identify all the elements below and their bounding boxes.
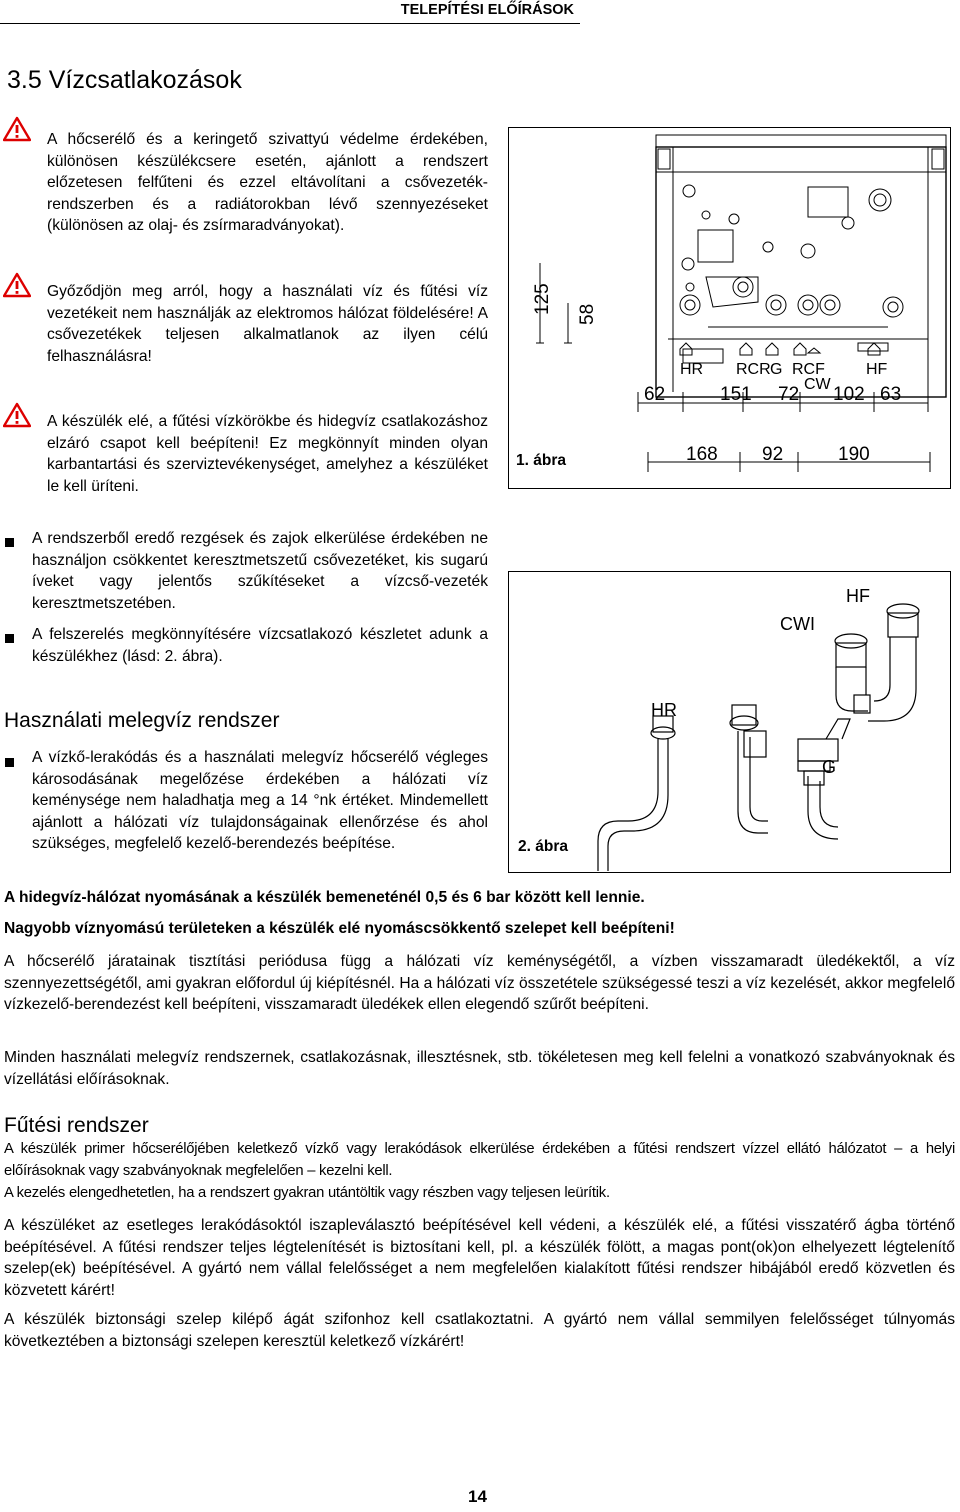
fig1-dim-63: 63 (880, 384, 902, 405)
warning-text-3: A készülék elé, a fűtési vízkörökbe és hidegvíz csatlakozáshoz elzáró csapot kell beépíteni! Ez megkönnyít minden olyan karbantartási és szerviztevékenységet, amelyhez a készüléket le kell üríteni. (47, 413, 488, 495)
fig1-label-rcf: RCF (792, 361, 825, 378)
bullet-marker (5, 634, 14, 643)
fig1-label-rcr: RCR (736, 361, 771, 378)
warning-text-1: A hőcserélő és a keringető szivattyú védelme érdekében, különösen készülékcsere esetén, ajánlott a rendszert előzetesen felfűteni és ezzel eltávolítani a csővezeték-rendszerben és a radiátorokban lévő szennyezéseket (különösen az olaj- és zsírmaradványokat). (47, 131, 488, 235)
fig1-label-hf: HF (866, 361, 888, 378)
fig2-label-hf: HF (846, 586, 870, 606)
bullet-marker (5, 758, 14, 767)
fig1-dim-62: 62 (644, 384, 666, 405)
heating-line-1: A készülék primer hőcserélőjében keletkező vízkő vagy lerakódások elkerülése érdekében a fűtési rendszert vízzel ellátó hálózatot – a helyi előírásoknak vagy szabványoknak megfelelően – kezelni kell. (4, 1141, 955, 1179)
dhw-bullet-text: A vízkő-lerakódás és a használati melegvíz hőcserélő végleges károsodásának megelőzése érdekében a hálózati víz keménysége nem haladhatja meg a 14 °nk értéket. Mindemellett ajánlott a hálózati víz tulajdonságainak ellenőrzése és ahol szükséges, megfelelő kezelő-berendezés beépítése. (32, 749, 488, 853)
fig1-dim-168: 168 (686, 444, 718, 465)
heating-line-2: A kezelés elengedhetetlen, ha a rendszert gyakran utántöltik vagy részben vagy teljesen leürítik. (4, 1185, 610, 1201)
fig1-dim-72: 72 (778, 384, 800, 405)
fig2-label-g: G (822, 757, 837, 777)
figure-1-caption: 1. ábra (516, 452, 566, 469)
page-number: 14 (468, 1487, 487, 1506)
bold-line-1: A hidegvíz-hálózat nyomásának a készülék bemeneténél 0,5 és 6 bar között kell lennie. (4, 889, 645, 906)
warning-icon (3, 272, 31, 298)
fig1-dim-151: 151 (720, 384, 752, 405)
figure-1-drawing (508, 127, 951, 489)
fig1-label-g: G (770, 361, 783, 378)
heating-paragraph-2: A készülék biztonsági szelep kilépő ágát szifonhoz kell csatlakoztatni. A gyártó nem vállal semmilyen felelősséget túlnyomás következtében a biztonsági szelepen keresztül keletkező vízkárért! (4, 1311, 955, 1350)
fig1-label-cw: CW (804, 376, 831, 393)
fig1-dim-102: 102 (833, 384, 865, 405)
paragraph-1: A hőcserélő járatainak tisztítási periódusa függ a hálózati víz keménységétől, a vízben visszamaradt üledékektől, a víz szennyezettségétől, ami gyakran előfordul új kiépítésnél. Ha a hálózati víz összetétele szükségessé teszi a víz kezelését, akkor megfelelő vízkezelő-berendezést kell beépíteni, visszamaradt üledékek ellen elegendő szűrőt beépíteni. (4, 953, 955, 1014)
running-header: TELEPÍTÉSI ELŐÍRÁSOK (400, 2, 574, 18)
dhw-heading: Használati melegvíz rendszer (4, 709, 280, 732)
header-rule (0, 23, 580, 24)
warning-icon (3, 116, 31, 142)
heating-heading: Fűtési rendszer (4, 1114, 149, 1137)
warning-text-2: Győződjön meg arról, hogy a használati víz és fűtési víz vezetékeit nem használják az elektromos hálózat földelésére! A csővezetékek teljesen alkalmatlanok az ilyen célú felhasználásra! (47, 283, 488, 365)
fig1-dim-92: 92 (762, 444, 784, 465)
figure-2-caption: 2. ábra (518, 838, 568, 855)
fig1-dim-125: 125 (532, 283, 553, 315)
warning-icon (3, 402, 31, 428)
paragraph-2: Minden használati melegvíz rendszernek, csatlakozásnak, illesztésnek, stb. tökéletesen meg kell felelni a vonatkozó szabványoknak és vízellátási előírásoknak. (4, 1049, 955, 1088)
heating-paragraph-1: A készüléket az esetleges lerakódásoktól iszapleválasztó beépítésével kell védeni, a készülék elé, a fűtési visszatérő ágba történő beépítésével. A fűtési rendszer teljes légtelenítését is biztosítani kell, pl. a készülék fölött, a magas pont(ok)on elhelyezett légtelenítő szelep(ek) beépítésével. A gyártó nem vállal felelősséget a nem megfelelően kialakított fűtési rendszer hibájából eredő közvetlen és közvetett kárért! (4, 1217, 955, 1299)
fig2-label-cwi: CWI (780, 614, 815, 634)
fig2-label-hr: HR (651, 700, 677, 720)
fig1-label-hr: HR (680, 361, 704, 378)
figure-2-drawing (508, 571, 951, 873)
fig1-dim-58: 58 (577, 303, 598, 325)
section-title: 3.5 Vízcsatlakozások (7, 66, 242, 94)
bullet-marker (5, 538, 14, 547)
bold-line-2: Nagyobb víznyomású területeken a készülék elé nyomáscsökkentő szelepet kell beépíteni! (4, 920, 675, 937)
fig1-dim-190: 190 (838, 444, 870, 465)
bullet-text-2: A felszerelés megkönnyítésére vízcsatlakozó készletet adunk a készülékhez (lásd: 2. ábra). (32, 626, 488, 665)
bullet-text-1: A rendszerből eredő rezgések és zajok elkerülése érdekében ne használjon csökkentet keresztmetszetű csővezetéket, kis sugarú íveket vagy jelentős szűkítéseket a vízcső-vezeték keresztmetszetében. (32, 530, 488, 612)
